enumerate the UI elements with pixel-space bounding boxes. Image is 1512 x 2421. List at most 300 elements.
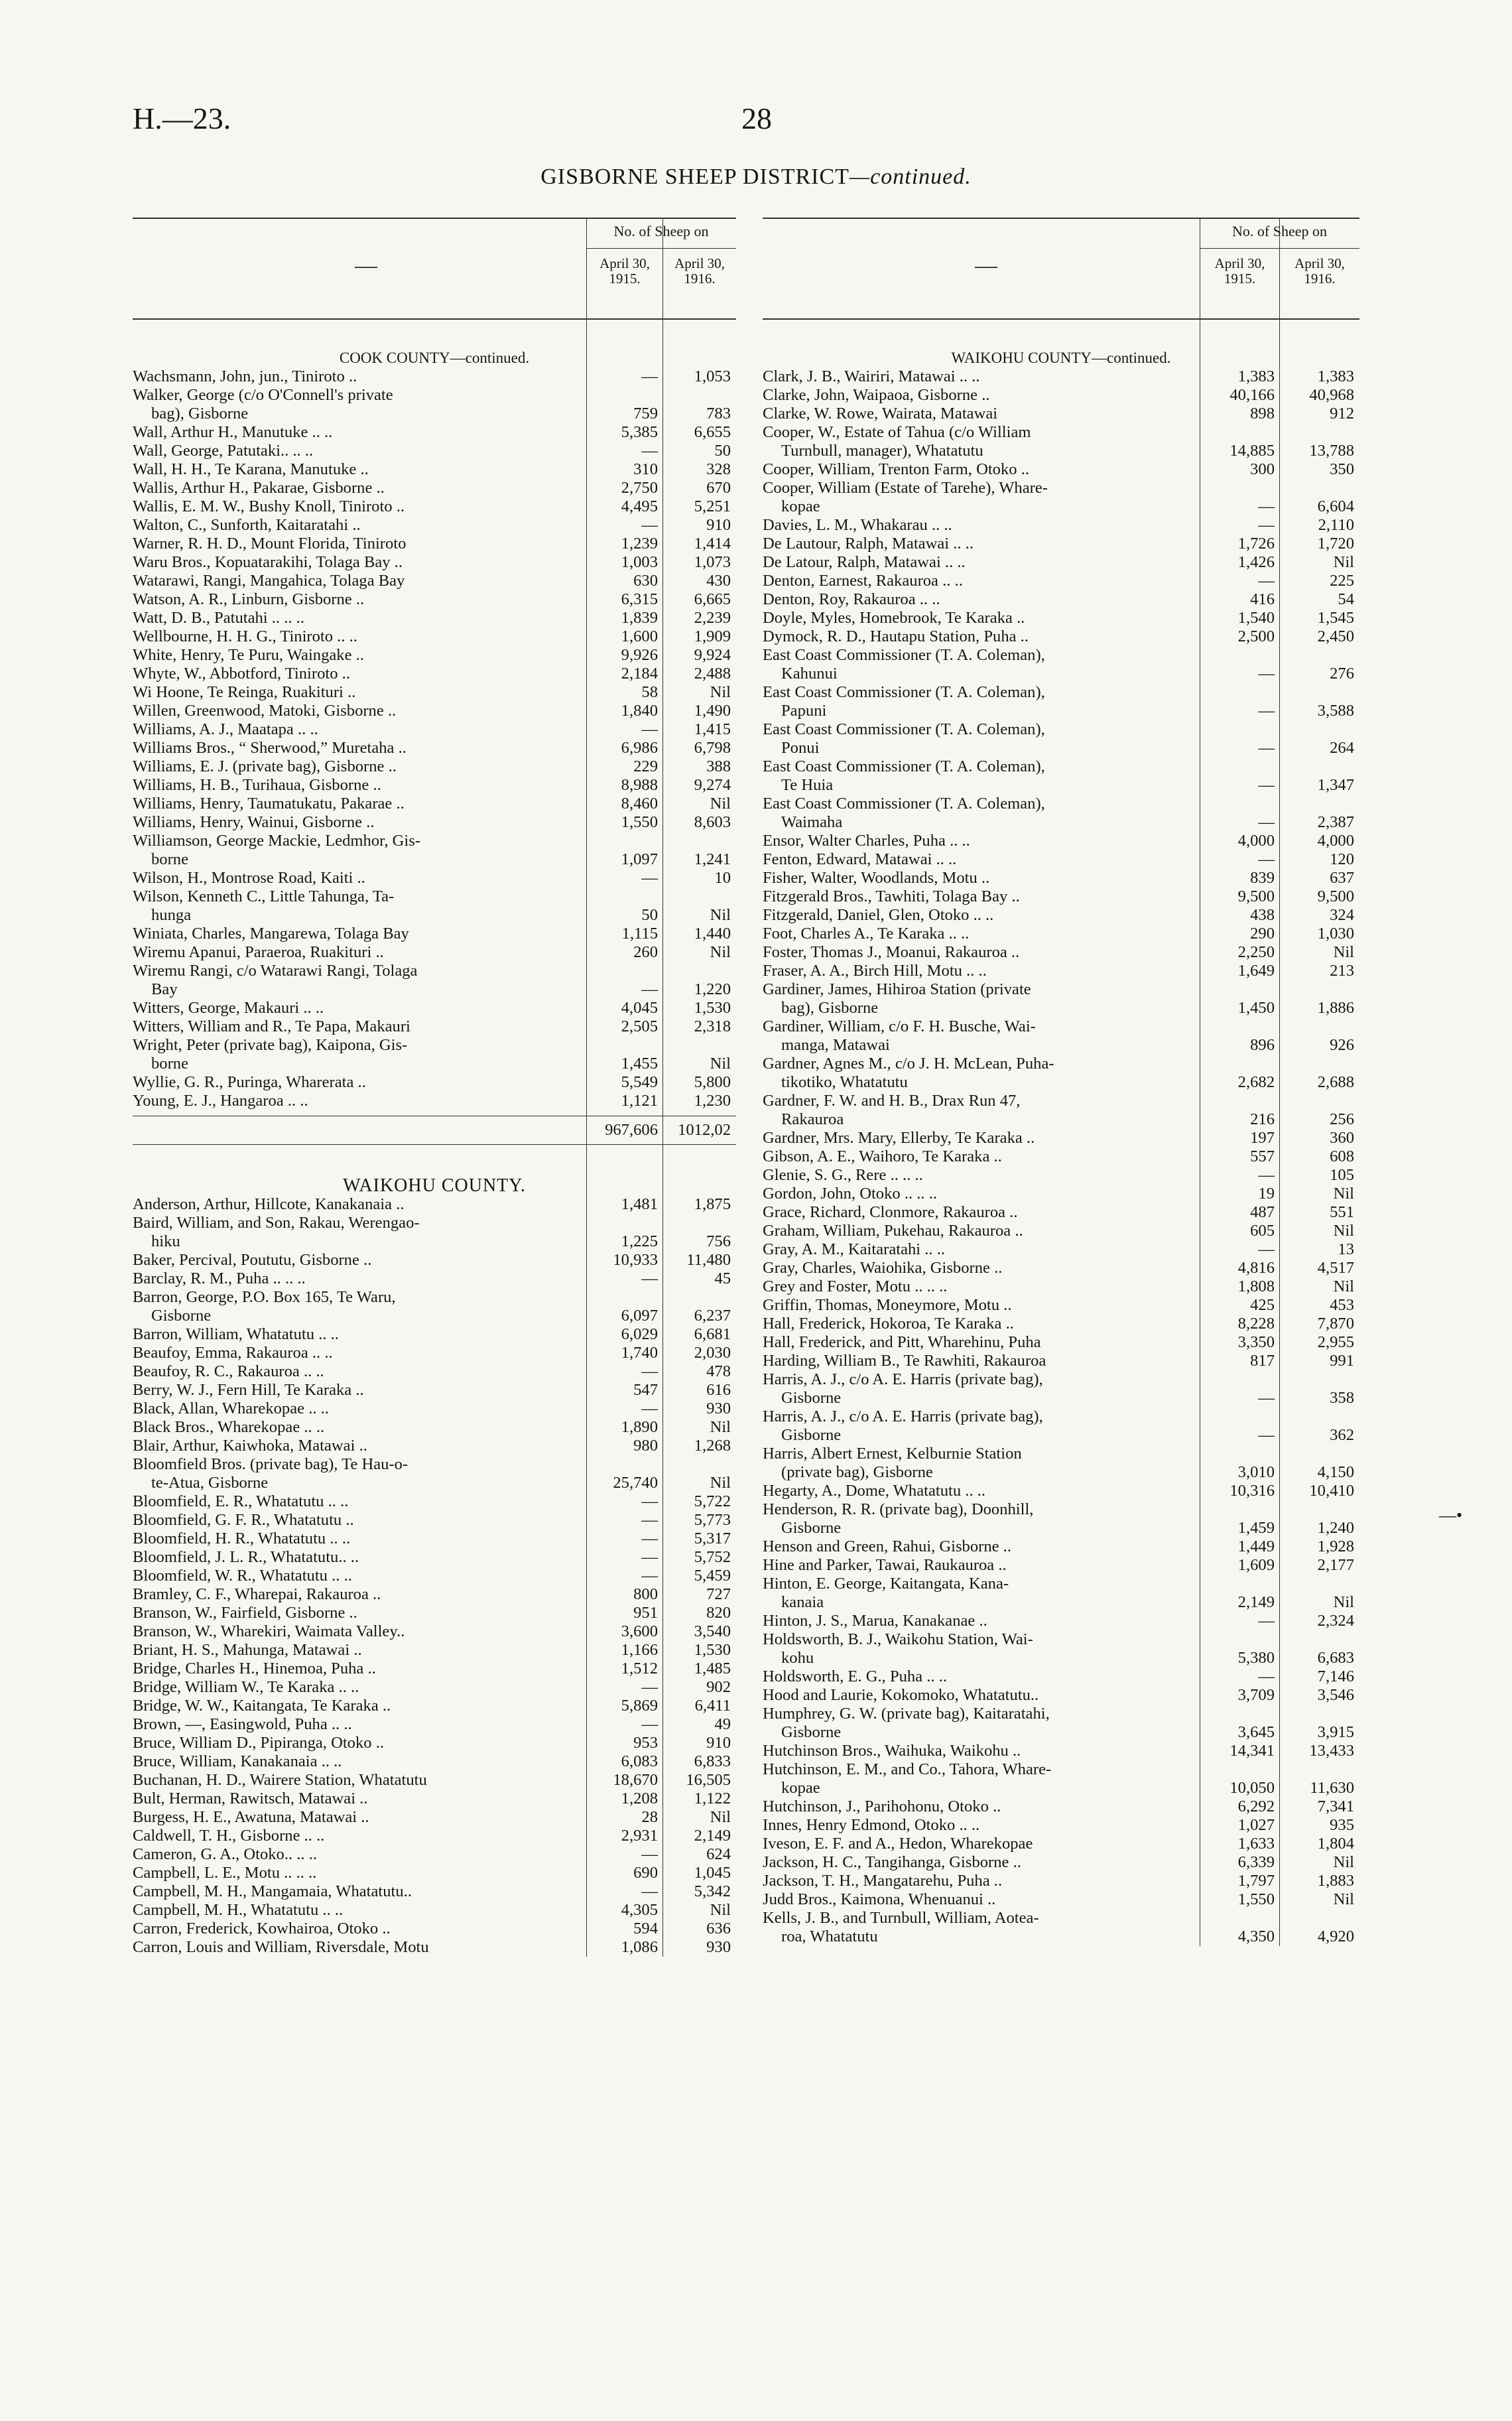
report-code: H.—23.: [133, 101, 231, 135]
owner-line: Bloomfield Bros. (private bag), Te Hau-o-: [133, 1455, 409, 1473]
owner-line: Hall, Frederick, and Pitt, Wharehinu, Puha: [763, 1333, 1041, 1351]
sheep-1916-cell: 276: [1330, 665, 1354, 683]
sheep-1916-cell: 7,146: [1317, 1668, 1354, 1685]
sheep-1915-cell: —: [641, 1270, 658, 1287]
table-row: [763, 1166, 1359, 1185]
sheep-1915-cell: 4,495: [621, 497, 658, 515]
sheep-1915-cell: 28: [641, 1808, 658, 1826]
owner-line: Iveson, E. F. and A., Hedon, Wharekopae: [763, 1835, 1033, 1853]
sheep-1916-cell: 256: [1330, 1110, 1354, 1128]
table-row: [133, 795, 736, 813]
owner-line: Williams, Henry, Taumatukatu, Pakarae ..: [133, 795, 405, 813]
owner-line: East Coast Commissioner (T. A. Coleman),: [763, 646, 1045, 664]
owner-cell: [133, 497, 587, 516]
sheep-1916-cell: 13: [1338, 1240, 1354, 1258]
table-row: [763, 1835, 1359, 1853]
owner-cell: [133, 442, 587, 460]
sheep-1915-cell: 4,045: [621, 999, 658, 1017]
table-row: [763, 1296, 1359, 1315]
table-row: [763, 516, 1359, 535]
owner-cell: [133, 1400, 587, 1418]
sheep-1916-cell: 120: [1330, 850, 1354, 868]
sheep-1915-cell: 2,750: [621, 479, 658, 497]
owner-cell: [763, 683, 1200, 720]
table-row: [133, 1344, 736, 1362]
sheep-1915-cell: 10,933: [613, 1251, 658, 1269]
sheep-1916-cell: Nil: [1333, 1222, 1354, 1240]
table-row: [133, 423, 736, 442]
owner-line: Caldwell, T. H., Gisborne .. ..: [133, 1827, 325, 1845]
owner-cell: [763, 1407, 1200, 1445]
sheep-1916-cell: 4,150: [1317, 1463, 1354, 1481]
sheep-1916-cell: 1,440: [694, 925, 731, 943]
owner-cell: [763, 1816, 1200, 1835]
table-row: [133, 720, 736, 739]
owner-line: Williams Bros., “ Sherwood,” Muretaha ..: [133, 739, 407, 757]
table-row: [763, 1816, 1359, 1835]
owner-cell: [763, 1296, 1200, 1315]
sheep-1915-cell: 229: [633, 757, 658, 775]
sheep-1915-cell: —: [641, 516, 658, 534]
owner-line: Williamson, George Mackie, Ledmhor, Gis-: [133, 832, 421, 850]
owner-line: Gardiner, William, c/o F. H. Busche, Wai-: [763, 1017, 1036, 1035]
sheep-1915-cell: 310: [633, 460, 658, 478]
sheep-1915-cell: 6,083: [621, 1752, 658, 1770]
table-row: [133, 1920, 736, 1938]
sheep-1916-cell: 360: [1330, 1129, 1354, 1147]
table-row: [133, 497, 736, 516]
owner-cell: [763, 1853, 1200, 1872]
owner-cell: [133, 1845, 587, 1864]
sheep-1915-cell: 40,166: [1229, 386, 1275, 404]
owner-line: Cooper, W., Estate of Tahua (c/o William: [763, 423, 1031, 441]
owner-cell: [763, 795, 1200, 832]
sheep-1916-cell: Nil: [710, 1055, 731, 1073]
sheep-1916-cell: 6,655: [694, 423, 731, 441]
owner-line: Waimaha: [781, 813, 843, 831]
sheep-1916-cell: 783: [706, 405, 731, 423]
sheep-1915-cell: —: [1258, 739, 1275, 757]
sheep-1916-cell: 1,490: [694, 702, 731, 720]
owner-cell: [133, 813, 587, 832]
owner-cell: [133, 516, 587, 535]
sheep-1916-cell: Nil: [1333, 1277, 1354, 1295]
owner-cell: [133, 1938, 587, 1957]
table-row: [133, 646, 736, 665]
owner-cell: [133, 702, 587, 720]
owner-line: Wiremu Rangi, c/o Watarawi Rangi, Tolaga: [133, 962, 418, 980]
owner-cell: [763, 1185, 1200, 1203]
left-table: [133, 218, 736, 1957]
owner-cell: [133, 590, 587, 609]
sheep-1915-cell: 6,315: [621, 590, 658, 608]
sheep-1916-cell: 4,517: [1317, 1259, 1354, 1277]
owner-cell: [133, 1697, 587, 1715]
sheep-1916-cell: 9,500: [1317, 887, 1354, 905]
sheep-1916-cell: 1,415: [694, 720, 731, 738]
owner-line: Wyllie, G. R., Puringa, Wharerata ..: [133, 1073, 366, 1091]
table-row: [133, 535, 736, 553]
table-row: [763, 832, 1359, 850]
table-row: [763, 1333, 1359, 1352]
owner-line: Wilson, H., Montrose Road, Kaiti ..: [133, 869, 365, 887]
sheep-1915-cell: 19: [1258, 1185, 1275, 1203]
owner-cell: [763, 1872, 1200, 1890]
owner-cell: [763, 1686, 1200, 1705]
table-row: [763, 1482, 1359, 1500]
owner-cell: [133, 1548, 587, 1567]
owner-cell: [133, 1901, 587, 1920]
sheep-on-header: No. of Sheep on: [1232, 223, 1327, 239]
sheep-1916-cell: 225: [1330, 572, 1354, 590]
sheep-1916-cell: 362: [1330, 1426, 1354, 1444]
sheep-1916-cell: 430: [706, 572, 731, 590]
sheep-1916-cell: Nil: [710, 1901, 731, 1919]
owner-line: borne: [151, 1055, 188, 1073]
owner-cell: [133, 1715, 587, 1734]
owner-line: Gardner, Mrs. Mary, Ellerby, Te Karaka ..: [763, 1129, 1035, 1147]
sheep-1916-cell: 608: [1330, 1147, 1354, 1165]
sheep-1916-cell: 5,459: [694, 1567, 731, 1585]
sheep-1916-cell: 11,480: [686, 1251, 731, 1269]
sheep-1916-cell: 6,833: [694, 1752, 731, 1770]
sheep-1915-cell: 487: [1250, 1203, 1275, 1221]
sheep-1916-cell: 1,241: [694, 850, 731, 868]
table-row: [133, 925, 736, 943]
table-row: [763, 572, 1359, 590]
owner-line: Harris, A. J., c/o A. E. Harris (private bag),: [763, 1370, 1043, 1388]
sheep-1915-cell: 425: [1250, 1296, 1275, 1314]
sheep-1915-cell: 1,455: [621, 1055, 658, 1073]
owner-cell: [763, 1556, 1200, 1575]
sheep-1916-cell: 551: [1330, 1203, 1354, 1221]
owner-cell: [763, 590, 1200, 609]
sheep-1915-cell: —: [1258, 1612, 1275, 1630]
table-row: [133, 1036, 736, 1073]
owner-line: Bridge, William W., Te Karaka .. ..: [133, 1678, 359, 1696]
sheep-1915-cell: 1,450: [1237, 999, 1275, 1017]
sheep-1916-cell: 930: [706, 1400, 731, 1417]
sheep-1915-cell: 1,426: [1237, 553, 1275, 571]
sheep-1915-cell: —: [641, 1400, 658, 1417]
section-heading: COOK COUNTY—continued.: [339, 350, 530, 366]
owner-line: Gardner, Agnes M., c/o J. H. McLean, Puha-: [763, 1055, 1054, 1073]
sheep-1915-cell: 25,740: [613, 1474, 658, 1492]
sheep-1915-cell: 9,500: [1237, 887, 1275, 905]
sheep-1916-cell: Nil: [710, 1418, 731, 1436]
table-row: [133, 1214, 736, 1251]
sheep-1915-cell: 14,341: [1229, 1742, 1275, 1760]
table-row: [133, 757, 736, 776]
owner-line: Carron, Louis and William, Riversdale, Motu: [133, 1938, 429, 1956]
owner-cell: [763, 1575, 1200, 1612]
owner-cell: [133, 1270, 587, 1288]
sheep-1915-cell: 197: [1250, 1129, 1275, 1147]
sheep-1916-cell: 2,149: [694, 1827, 731, 1845]
sheep-on-header: No. of Sheep on: [613, 223, 709, 239]
owner-line: Jackson, T. H., Mangatarehu, Puha ..: [763, 1872, 1003, 1890]
owner-line: bag), Gisborne: [151, 405, 249, 423]
right-rows: [763, 320, 1359, 1946]
owner-cell: [133, 1325, 587, 1344]
table-row: [763, 1853, 1359, 1872]
owner-cell: [763, 1500, 1200, 1538]
owner-line: Fitzgerald Bros., Tawhiti, Tolaga Bay ..: [763, 887, 1020, 905]
owner-line: Buchanan, H. D., Wairere Station, Whatatutu: [133, 1771, 427, 1789]
table-row: [763, 1017, 1359, 1055]
table-row: [763, 1147, 1359, 1166]
sheep-1916-cell: 912: [1330, 405, 1354, 423]
sheep-1916-cell: 5,317: [694, 1530, 731, 1547]
table-row: [133, 776, 736, 795]
table-row: [133, 1567, 736, 1585]
sheep-1916-cell: Nil: [1333, 1593, 1354, 1611]
owner-cell: [133, 776, 587, 795]
sheep-1915-cell: 817: [1250, 1352, 1275, 1370]
table-row: [133, 1288, 736, 1325]
owner-cell: [763, 553, 1200, 572]
sheep-1916-cell: 6,604: [1317, 497, 1354, 515]
sheep-1915-cell: 898: [1250, 405, 1275, 423]
owner-line: Papuni: [781, 702, 827, 720]
owner-line: Henson and Green, Rahui, Gisborne ..: [763, 1538, 1011, 1555]
table-row: [763, 906, 1359, 925]
owner-cell: [133, 1641, 587, 1660]
owner-line: Graham, William, Pukehau, Rakauroa ..: [763, 1222, 1023, 1240]
sheep-1916-cell: 2,110: [1318, 516, 1354, 534]
owner-cell: [133, 1808, 587, 1827]
sheep-1916-cell: 49: [714, 1715, 731, 1733]
owner-cell: [133, 1790, 587, 1808]
table-row: [763, 1240, 1359, 1259]
owner-line: Judd Bros., Kaimona, Whenuanui ..: [763, 1890, 996, 1908]
owner-line: Berry, W. J., Fern Hill, Te Karaka ..: [133, 1381, 364, 1399]
owner-line: East Coast Commissioner (T. A. Coleman),: [763, 757, 1045, 775]
owner-cell: [763, 1129, 1200, 1147]
owner-cell: [133, 1567, 587, 1585]
right-table: [763, 218, 1359, 1946]
owner-line: East Coast Commissioner (T. A. Coleman),: [763, 795, 1045, 813]
owner-line: Wallis, Arthur H., Pakarae, Gisborne ..: [133, 479, 385, 497]
sheep-1915-cell: 10,316: [1229, 1482, 1275, 1500]
owner-cell: [763, 646, 1200, 683]
table-row: [763, 720, 1359, 757]
owner-line: Humphrey, G. W. (private bag), Kaitaratahi,: [763, 1705, 1050, 1723]
table-row: [133, 1251, 736, 1270]
owner-line: Doyle, Myles, Homebrook, Te Karaka ..: [763, 609, 1025, 627]
owner-cell: [133, 1585, 587, 1604]
sheep-1916-cell: 5,251: [694, 497, 731, 515]
sheep-1915-cell: 1,225: [621, 1232, 658, 1250]
col-1915-header: April 30, 1915.: [599, 255, 650, 287]
sheep-1916-cell: 13,788: [1309, 442, 1354, 460]
sheep-1916-cell: 926: [1330, 1036, 1354, 1054]
table-row: [133, 1604, 736, 1622]
sheep-1915-cell: —: [1258, 850, 1275, 868]
table-row: [133, 1808, 736, 1827]
table-row: [133, 1437, 736, 1455]
owner-line: Rakauroa: [781, 1110, 844, 1128]
name-column-header: —: [355, 253, 377, 278]
owner-line: roa, Whatatutu: [781, 1928, 878, 1945]
owner-line: Bridge, Charles H., Hinemoa, Puha ..: [133, 1660, 376, 1677]
owner-line: Beaufoy, R. C., Rakauroa .. ..: [133, 1362, 324, 1380]
sheep-1916-cell: 7,870: [1317, 1315, 1354, 1333]
table-row: [133, 1362, 736, 1381]
owner-line: Williams, E. J. (private bag), Gisborne ..: [133, 757, 397, 775]
owner-cell: [133, 1660, 587, 1678]
table-row: [763, 1129, 1359, 1147]
owner-cell: [763, 1240, 1200, 1259]
owner-cell: [763, 1055, 1200, 1092]
section-heading: WAIKOHU COUNTY.: [343, 1175, 526, 1196]
table-row: [133, 1697, 736, 1715]
table-row: [763, 757, 1359, 795]
owner-line: Gardner, F. W. and H. B., Drax Run 47,: [763, 1092, 1021, 1110]
title-suffix: —continued.: [849, 164, 972, 189]
owner-line: Wall, H. H., Te Karana, Manutuke ..: [133, 460, 369, 478]
sheep-1915-cell: 1,550: [1237, 1890, 1275, 1908]
table-row: [133, 1771, 736, 1790]
sheep-1916-cell: 1,530: [694, 1641, 731, 1659]
sheep-1915-cell: —: [1258, 572, 1275, 590]
owner-line: Wallis, E. M. W., Bushy Knoll, Tiniroto ..: [133, 497, 405, 515]
table-row: [133, 887, 736, 925]
owner-line: Kells, J. B., and Turnbull, William, Aotea-: [763, 1909, 1039, 1927]
table-row: [763, 609, 1359, 627]
sheep-1915-cell: 9,926: [621, 646, 658, 664]
owner-line: Gray, Charles, Waiohika, Gisborne ..: [763, 1259, 1003, 1277]
sheep-1916-cell: 2,450: [1317, 627, 1354, 645]
table-row: [133, 1092, 736, 1110]
owner-line: Wilson, Kenneth C., Little Tahunga, Ta-: [133, 887, 395, 905]
owner-cell: [133, 1036, 587, 1073]
owner-line: hiku: [151, 1232, 180, 1250]
sheep-1915-cell: 980: [633, 1437, 658, 1455]
col-1916-header: April 30, 1916.: [674, 255, 725, 287]
table-row: [133, 1195, 736, 1214]
name-column-header: —: [975, 253, 997, 278]
sheep-1915-cell: 690: [633, 1864, 658, 1882]
owner-cell: [133, 609, 587, 627]
owner-line: Whyte, W., Abbotford, Tiniroto ..: [133, 665, 350, 683]
owner-cell: [763, 1630, 1200, 1668]
table-row: [763, 1872, 1359, 1890]
table-row: [133, 1017, 736, 1036]
sheep-1915-cell: 1,003: [621, 553, 658, 571]
sheep-1915-cell: 1,383: [1237, 367, 1275, 385]
owner-line: tikotiko, Whatatutu: [781, 1073, 908, 1091]
sheep-1915-cell: 6,097: [621, 1307, 658, 1325]
sheep-1916-cell: Nil: [710, 1808, 731, 1826]
sheep-1915-cell: —: [641, 720, 658, 738]
owner-line: hunga: [151, 906, 192, 924]
sheep-1916-cell: 54: [1338, 590, 1354, 608]
owner-line: Winiata, Charles, Mangarewa, Tolaga Bay: [133, 925, 409, 943]
table-row: [133, 1901, 736, 1920]
sheep-1915-cell: 416: [1250, 590, 1275, 608]
owner-line: Gordon, John, Otoko .. .. ..: [763, 1185, 938, 1203]
owner-cell: [133, 1622, 587, 1641]
sheep-1916-cell: 10,410: [1309, 1482, 1354, 1500]
owner-line: Bay: [151, 980, 178, 998]
owner-cell: [763, 1538, 1200, 1556]
sheep-1916-cell: 5,752: [694, 1548, 731, 1566]
owner-line: White, Henry, Te Puru, Waingake ..: [133, 646, 364, 664]
owner-line: Campbell, M. H., Whatatutu .. ..: [133, 1901, 344, 1919]
sheep-1916-cell: 6,681: [694, 1325, 731, 1343]
sheep-1915-cell: —: [1258, 1166, 1275, 1184]
owner-cell: [133, 739, 587, 757]
owner-cell: [763, 1017, 1200, 1055]
owner-cell: [763, 1203, 1200, 1222]
sheep-1915-cell: 839: [1250, 869, 1275, 887]
owner-line: Wiremu Apanui, Paraeroa, Ruakituri ..: [133, 943, 384, 961]
sheep-1916-cell: 328: [706, 460, 731, 478]
sheep-1916-cell: 1,053: [694, 367, 731, 385]
table-row: [763, 460, 1359, 479]
table-row: [133, 813, 736, 832]
owner-line: Fisher, Walter, Woodlands, Motu ..: [763, 869, 990, 887]
owner-cell: [133, 1864, 587, 1882]
sheep-1915-cell: 1,649: [1237, 962, 1275, 980]
owner-cell: [763, 1277, 1200, 1296]
sheep-1916-cell: 1,073: [694, 553, 731, 571]
owner-cell: [133, 1437, 587, 1455]
table-row: [133, 1734, 736, 1752]
sheep-1916-cell: 358: [1330, 1389, 1354, 1407]
owner-cell: [133, 386, 587, 423]
table-row: [763, 1556, 1359, 1575]
col-1915-header: April 30, 1915.: [1214, 255, 1265, 287]
owner-line: Wellbourne, H. H. G., Tiniroto .. ..: [133, 627, 357, 645]
owner-cell: [763, 869, 1200, 887]
table-row: [763, 1760, 1359, 1798]
sheep-1915-cell: —: [641, 1845, 658, 1863]
sheep-1915-cell: 1,239: [621, 535, 658, 553]
owner-cell: [133, 943, 587, 962]
owner-cell: [133, 999, 587, 1017]
table-row: [763, 869, 1359, 887]
sheep-1915-cell: 3,010: [1237, 1463, 1275, 1481]
owner-cell: [763, 386, 1200, 405]
sheep-1916-cell: 10: [714, 869, 731, 887]
sheep-1915-cell: —: [1258, 813, 1275, 831]
sheep-1915-cell: 5,380: [1237, 1649, 1275, 1667]
sheep-1916-cell: Nil: [1333, 1890, 1354, 1908]
owner-line: Black Bros., Wharekopae .. ..: [133, 1418, 325, 1436]
sheep-1915-cell: 3,645: [1237, 1723, 1275, 1741]
sheep-1915-cell: 5,869: [621, 1697, 658, 1715]
sheep-1915-cell: —: [641, 1882, 658, 1900]
sheep-1915-cell: 967,606: [605, 1121, 658, 1139]
sheep-1916-cell: Nil: [1333, 1853, 1354, 1871]
sheep-1916-cell: 902: [706, 1678, 731, 1696]
owner-cell: [763, 460, 1200, 479]
owner-line: Carron, Frederick, Kowhairoa, Otoko ..: [133, 1920, 391, 1937]
owner-line: Walton, C., Sunforth, Kaitaratahi ..: [133, 516, 361, 534]
table-row: [133, 442, 736, 460]
sheep-1916-cell: 1,883: [1317, 1872, 1354, 1890]
right-table-header: [763, 218, 1359, 320]
sheep-1915-cell: 2,505: [621, 1017, 658, 1035]
sheep-1916-cell: 8,603: [694, 813, 731, 831]
owner-line: Foster, Thomas J., Moanui, Rakauroa ..: [763, 943, 1020, 961]
owner-line: Watarawi, Rangi, Mangahica, Tolaga Bay: [133, 572, 405, 590]
owner-cell: [763, 535, 1200, 553]
sheep-1915-cell: 800: [633, 1585, 658, 1603]
sheep-1916-cell: 930: [706, 1938, 731, 1956]
